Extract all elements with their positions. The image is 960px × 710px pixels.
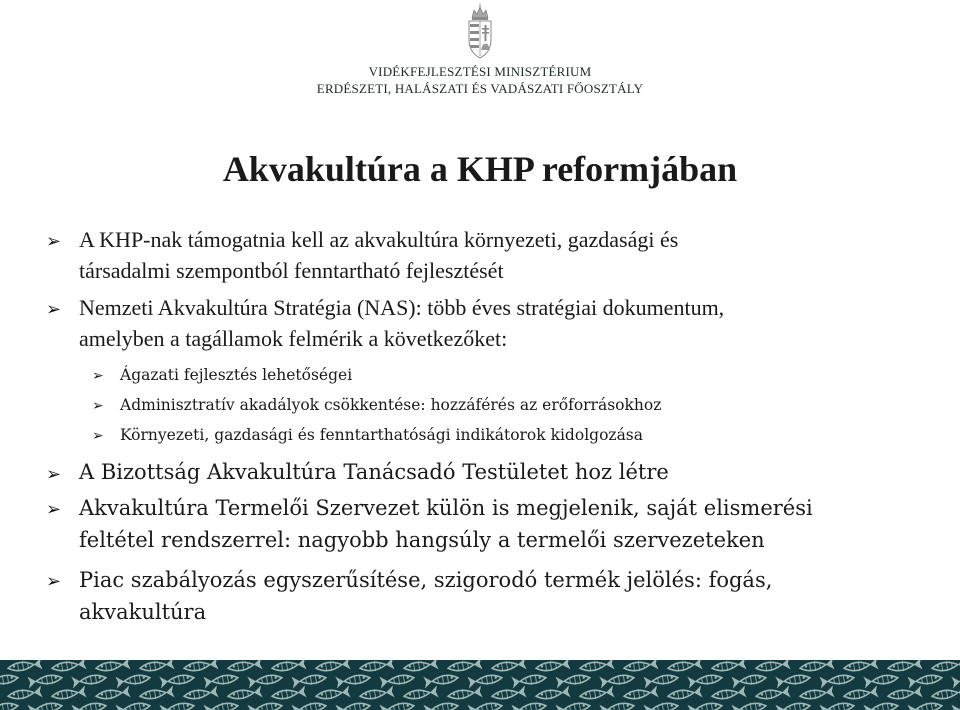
fish-shape bbox=[227, 686, 262, 703]
bullet-line: Nemzeti Akvakultúra Stratégia (NAS): több éves stratégiai dokumentum, bbox=[79, 295, 725, 320]
fish-shape bbox=[467, 700, 502, 710]
fish-shape bbox=[711, 660, 746, 674]
fish-shape bbox=[159, 672, 194, 689]
fish-shape bbox=[291, 700, 326, 710]
fish-shape bbox=[579, 660, 614, 674]
fish-shape bbox=[379, 700, 414, 710]
bullet-line: amelyben a tagállamok felmérik a következőket: bbox=[79, 326, 508, 351]
arrow-bullet-icon: ➢ bbox=[46, 464, 62, 485]
fish-shape bbox=[755, 660, 790, 674]
fish-shape bbox=[799, 686, 834, 703]
arrow-bullet-icon: ➢ bbox=[92, 398, 104, 414]
fish-shape bbox=[139, 660, 174, 674]
fish-shape bbox=[51, 660, 86, 674]
fish-shape bbox=[775, 700, 810, 710]
bullet-item bbox=[46, 564, 926, 628]
fish-shape bbox=[71, 700, 106, 710]
fish-shape bbox=[731, 700, 766, 710]
fish-shape bbox=[535, 660, 570, 674]
fish-shape bbox=[907, 700, 942, 710]
fish-shape bbox=[491, 660, 526, 674]
fish-shape bbox=[247, 672, 282, 689]
fish-shape bbox=[203, 672, 238, 689]
fish-shape bbox=[599, 672, 634, 689]
department-name: ERDÉSZETI, HALÁSZATI ÉS VADÁSZATI FŐOSZTÁLY bbox=[316, 81, 644, 96]
fish-shape bbox=[291, 672, 326, 689]
fish-shape bbox=[315, 686, 350, 703]
ministry-name: VIDÉKFEJLESZTÉSI MINISZTÉRIUM bbox=[368, 64, 592, 79]
fish-shape bbox=[511, 672, 546, 689]
bullet-line: Akvakultúra Termelői Szervezet külön is megjelenik, saját elismerési bbox=[79, 496, 813, 520]
fish-shape bbox=[623, 686, 658, 703]
fish-shape bbox=[535, 686, 570, 703]
arrow-bullet-icon: ➢ bbox=[46, 299, 62, 320]
fish-shape bbox=[315, 660, 350, 674]
sub-bullet-item bbox=[92, 394, 912, 416]
fish-shape bbox=[183, 660, 218, 674]
fish-shape bbox=[511, 700, 546, 710]
fish-shape bbox=[687, 700, 722, 710]
fish-shape bbox=[863, 672, 898, 689]
fish-shape bbox=[271, 660, 306, 674]
fish-shape bbox=[0, 672, 19, 689]
fish-shape bbox=[555, 700, 590, 710]
fish-shape bbox=[775, 672, 810, 689]
fish-shape bbox=[271, 686, 306, 703]
fish-shape bbox=[643, 700, 678, 710]
fish-shape bbox=[359, 660, 394, 674]
sub-bullet-text: Ágazati fejlesztés lehetőségei bbox=[120, 366, 353, 384]
fish-shape bbox=[27, 672, 62, 689]
fish-shape bbox=[0, 700, 19, 710]
fish-shape bbox=[643, 672, 678, 689]
fish-shape bbox=[863, 700, 898, 710]
fish-shape bbox=[203, 700, 238, 710]
fish-shape bbox=[667, 660, 702, 674]
sub-bullet-text: Adminisztratív akadályok csökkentése: hozzáférés az erőforrásokhoz bbox=[120, 396, 662, 414]
bullet-item bbox=[46, 224, 926, 286]
sub-bullet-text: Környezeti, gazdasági és fenntarthatósági indikátorok kidolgozása bbox=[120, 426, 644, 444]
fish-shape bbox=[447, 686, 482, 703]
fish-shape bbox=[799, 660, 834, 674]
fish-shape bbox=[711, 686, 746, 703]
arrow-bullet-icon: ➢ bbox=[46, 499, 62, 520]
fish-shape bbox=[951, 672, 960, 689]
fish-shape bbox=[403, 660, 438, 674]
fish-shape bbox=[491, 686, 526, 703]
fish-shape bbox=[907, 672, 942, 689]
fish-pattern-icon bbox=[0, 660, 960, 710]
sub-bullet-item bbox=[92, 364, 912, 386]
bullet-line: A KHP-nak támogatnia kell az akvakultúra környezeti, gazdasági és bbox=[79, 227, 679, 252]
bullet-line: akvakultúra bbox=[79, 600, 207, 624]
arrow-bullet-icon: ➢ bbox=[92, 428, 104, 444]
fish-pattern-footer bbox=[0, 660, 960, 710]
fish-shape bbox=[183, 686, 218, 703]
fish-shape bbox=[27, 700, 62, 710]
bullet-item bbox=[46, 292, 926, 354]
bullet-line: társadalmi szempontból fenntartható fejlesztését bbox=[79, 258, 504, 283]
fish-shape bbox=[335, 700, 370, 710]
fish-shape bbox=[95, 660, 130, 674]
bullet-item bbox=[46, 457, 926, 488]
sub-bullet-item bbox=[92, 424, 912, 446]
fish-shape bbox=[359, 686, 394, 703]
fish-shape bbox=[159, 700, 194, 710]
arrow-bullet-icon: ➢ bbox=[92, 368, 104, 384]
fish-shape bbox=[95, 686, 130, 703]
fish-shape bbox=[467, 672, 502, 689]
fish-shape bbox=[667, 686, 702, 703]
fish-shape bbox=[7, 660, 42, 674]
fish-shape bbox=[843, 686, 878, 703]
fish-shape bbox=[335, 672, 370, 689]
fish-shape bbox=[755, 686, 790, 703]
fish-shape bbox=[115, 700, 150, 710]
bullet-line: Piac szabályozás egyszerűsítése, szigorodó termék jelölés: fogás, bbox=[79, 568, 773, 592]
fish-shape bbox=[599, 700, 634, 710]
bullet-line: feltétel rendszerrel: nagyobb hangsúly a termelői szervezeteken bbox=[79, 528, 765, 552]
fish-shape bbox=[115, 672, 150, 689]
fish-shape bbox=[731, 672, 766, 689]
fish-shape bbox=[423, 672, 458, 689]
fish-shape bbox=[51, 686, 86, 703]
fish-shape bbox=[447, 660, 482, 674]
arrow-bullet-icon: ➢ bbox=[46, 231, 62, 252]
arrow-bullet-icon: ➢ bbox=[46, 571, 62, 592]
fish-shape bbox=[71, 672, 106, 689]
bullet-item bbox=[46, 492, 926, 556]
fish-shape bbox=[887, 660, 922, 674]
fish-shape bbox=[555, 672, 590, 689]
slide-title: Akvakultúra a KHP reformjában bbox=[222, 149, 738, 189]
fish-shape bbox=[7, 686, 42, 703]
fish-shape bbox=[623, 660, 658, 674]
fish-shape bbox=[951, 700, 960, 710]
fish-shape bbox=[379, 672, 414, 689]
fish-shape bbox=[139, 686, 174, 703]
fish-shape bbox=[931, 686, 960, 703]
fish-shape bbox=[887, 686, 922, 703]
bullet-line: A Bizottság Akvakultúra Tanácsadó Testületet hoz létre bbox=[79, 460, 669, 484]
fish-shape bbox=[843, 660, 878, 674]
fish-shape bbox=[931, 660, 960, 674]
fish-shape bbox=[403, 686, 438, 703]
fish-shape bbox=[227, 660, 262, 674]
fish-shape bbox=[423, 700, 458, 710]
fish-shape bbox=[687, 672, 722, 689]
fish-shape bbox=[819, 700, 854, 710]
fish-shape bbox=[579, 686, 614, 703]
fish-shape bbox=[247, 700, 282, 710]
fish-shape bbox=[819, 672, 854, 689]
